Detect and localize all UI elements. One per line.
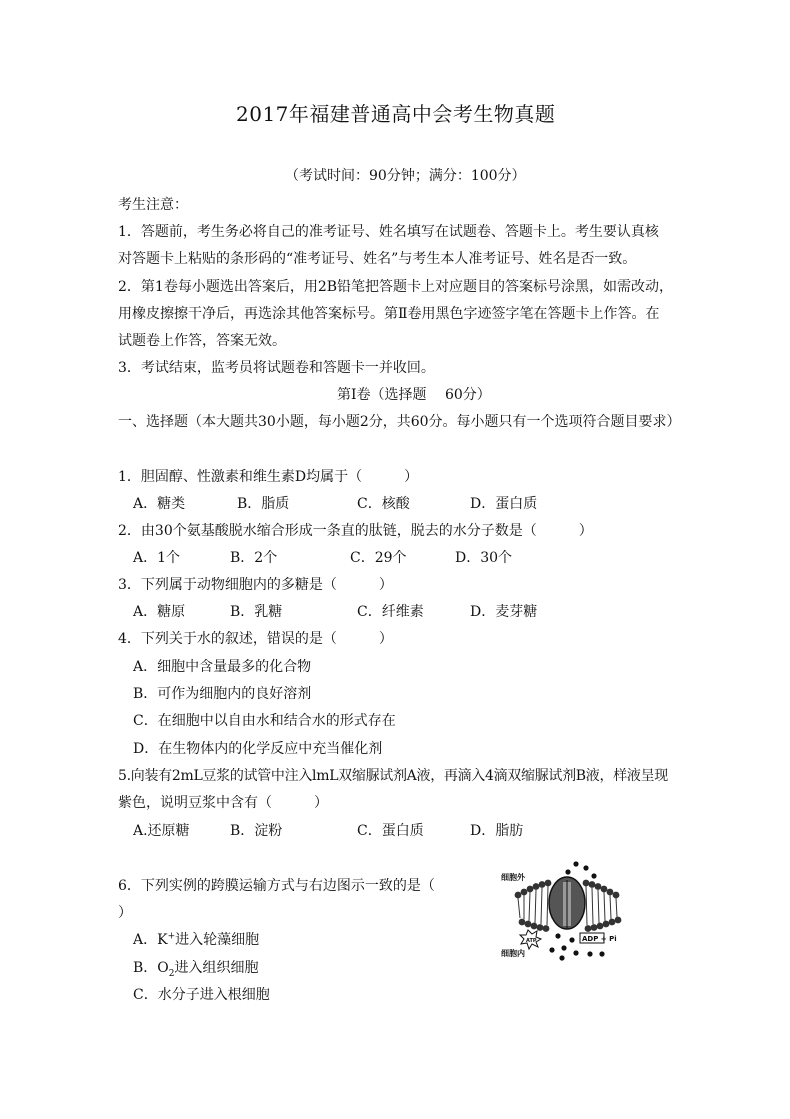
question-2-option-b[interactable]: B．2个 <box>230 550 278 566</box>
question-6-stem: 6．下列实例的跨膜运输方式与右边图示一致的是（ <box>118 878 435 894</box>
question-4-option-d[interactable]: D．在生物体内的化学反应中充当催化剂 <box>133 741 383 757</box>
section-title: 第Ⅰ卷（选择题 60分） <box>337 387 491 403</box>
question-6-option-c[interactable]: C．水分子进入根细胞 <box>133 987 270 1003</box>
question-6-option-a[interactable]: A．K+进入轮藻细胞 <box>133 931 260 948</box>
question-6-stem-cont: ） <box>118 905 132 921</box>
notice-item-1-cont: 对答题卡上粘贴的条形码的“准考证号、姓名”与考生本人准考证号、姓名是否一致。 <box>118 251 637 267</box>
question-5-option-c[interactable]: C．蛋白质 <box>357 823 424 839</box>
question-2-option-a[interactable]: A．1个 <box>133 550 181 566</box>
question-4-option-b[interactable]: B．可作为细胞内的良好溶剂 <box>133 686 312 702</box>
question-1-option-b[interactable]: B．脂质 <box>237 496 290 512</box>
question-3-option-c[interactable]: C．纤维素 <box>357 604 424 620</box>
question-2-option-d[interactable]: D．30个 <box>455 550 513 566</box>
question-4-option-c[interactable]: C．在细胞中以自由水和结合水的形式存在 <box>133 713 396 729</box>
question-1-option-a[interactable]: A．糖类 <box>133 496 186 512</box>
question-1-stem: 1．胆固醇、性激素和维生素D均属于（ ） <box>118 469 419 485</box>
question-2-option-c[interactable]: C．29个 <box>350 550 407 566</box>
adp-label: ADP + Pi <box>582 935 617 943</box>
notice-item-2: 2．第1卷每小题选出答案后，用2B铅笔把答题卡上对应题目的答案标号涂黑，如需改动， <box>118 279 674 295</box>
exam-info: （考试时间：90分钟；满分：100分） <box>285 168 526 184</box>
cell-inside-label: 细胞内 <box>501 949 525 958</box>
question-3-stem: 3．下列属于动物细胞内的多糖是（ ） <box>118 577 393 593</box>
question-4-option-a[interactable]: A．细胞中含量最多的化合物 <box>133 659 312 675</box>
question-5-stem: 5.向装有2mL豆浆的试管中注入lmL双缩脲试剂A液，再滴入4滴双缩脲试剂B液，样液呈现 <box>118 768 668 784</box>
question-3-option-d[interactable]: D．麦芽糖 <box>470 604 538 620</box>
question-3-option-b[interactable]: B．乳糖 <box>230 604 283 620</box>
question-2-stem: 2．由30个氨基酸脱水缩合形成一条直的肽链，脱去的水分子数是（ ） <box>118 523 593 539</box>
cell-outside-label: 细胞外 <box>501 873 525 882</box>
question-5-option-b[interactable]: B．淀粉 <box>230 823 283 839</box>
notice-item-3: 3．考试结束，监考员将试题卷和答题卡一并收回。 <box>118 360 435 376</box>
question-1-option-c[interactable]: C．核酸 <box>357 496 410 512</box>
question-5-stem-cont: 紫色，说明豆浆中含有（ ） <box>118 795 328 811</box>
notice-item-2-cont: 用橡皮擦擦干净后，再选涂其他答案标号。第Ⅱ卷用黑色字迹签字笔在答题卡上作答。在 <box>118 306 660 322</box>
notice-item-2-cont2: 试题卷上作答，答案无效。 <box>118 333 286 349</box>
notice-heading: 考生注意： <box>118 197 188 213</box>
question-4-stem: 4．下列关于水的叙述，错误的是（ ） <box>118 631 393 647</box>
membrane-transport-figure <box>498 858 632 964</box>
atp-label: ATP <box>526 938 537 944</box>
section-instruction: 一、选择题（本大题共30小题，每小题2分，共60分。每小题只有一个选项符合题目要求） <box>118 414 681 430</box>
question-5-option-a[interactable]: A.还原糖 <box>133 823 190 839</box>
question-5-option-d[interactable]: D．脂肪 <box>470 823 524 839</box>
notice-item-1: 1．答题前，考生务必将自己的准考证号、姓名填写在试题卷、答题卡上。考生要认真核 <box>118 224 659 240</box>
exam-title: 2017年福建普通高中会考生物真题 <box>236 102 556 126</box>
question-6-option-b[interactable]: B．$O_2$进入组织细胞 <box>133 960 259 979</box>
question-1-option-d[interactable]: D．蛋白质 <box>470 496 538 512</box>
membrane-diagram <box>498 858 632 964</box>
question-3-option-a[interactable]: A．糖原 <box>133 604 186 620</box>
